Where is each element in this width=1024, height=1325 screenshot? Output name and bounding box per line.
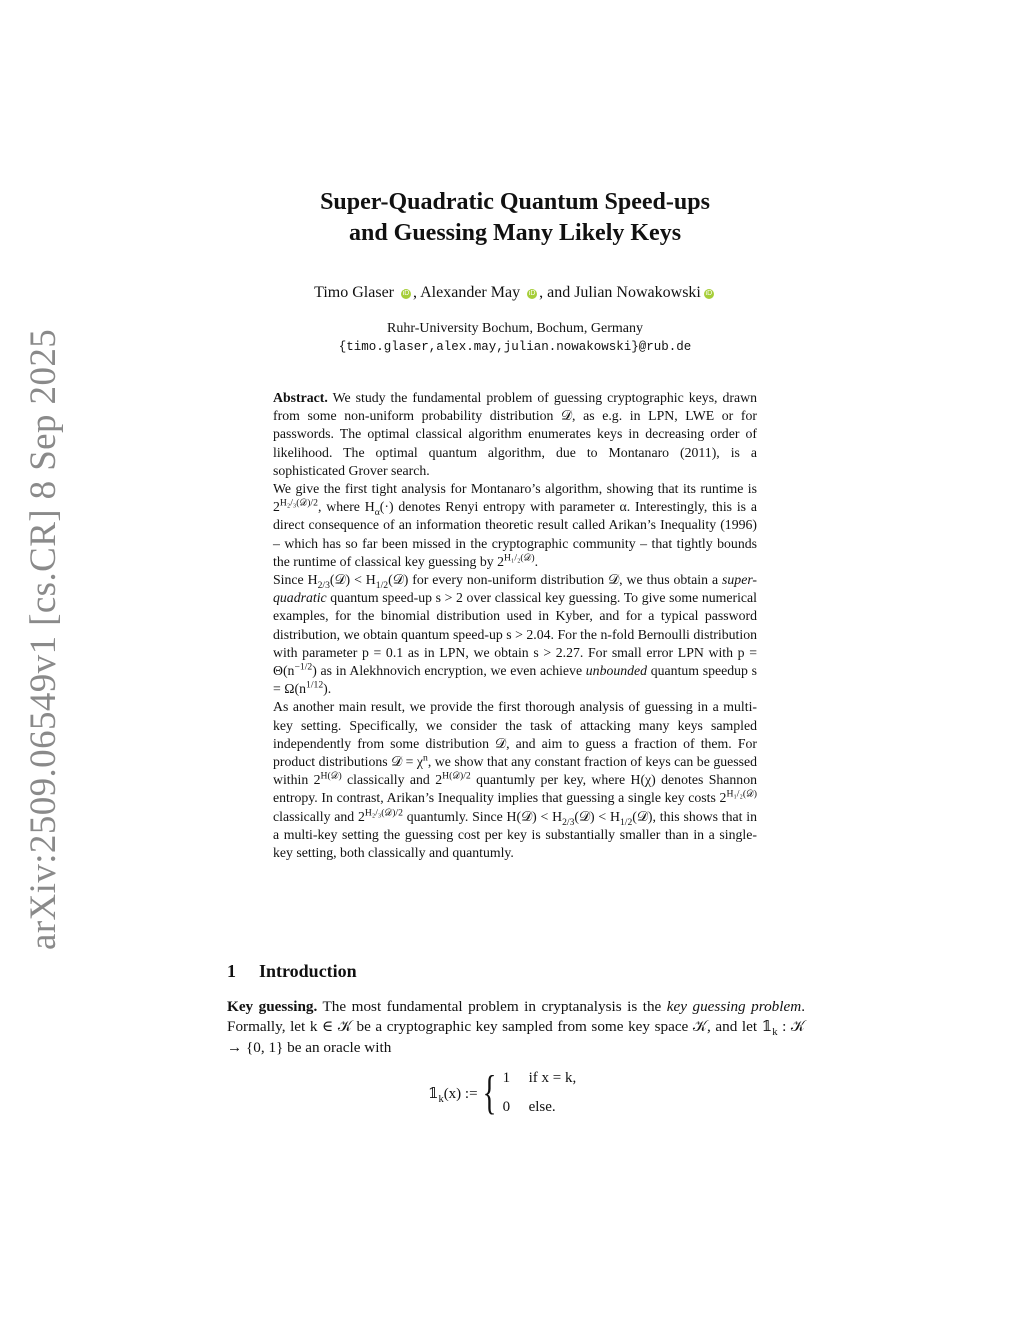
author-separator: , (413, 284, 417, 301)
abstract-text: We study the fundamental problem of guessing cryptographic keys, drawn from some non-uniform probability distribution 𝒟, as e.g. in LPN, LWE or for passwords. The optimal classical algorithm enumerates keys in decreasing order of likelihood. The optimal quantum algorithm, due to Montanaro (2011), is a sophisticated Grover search. (273, 390, 758, 478)
abstract-text: As another main result, we provide the first thorough analysis of guessing in a multi-key setting. Specifically, we consider the task of attacking many keys sampled independently from some distribution 𝒟, and aim to guess a fraction of them. For product distributions 𝒟 = χ (273, 699, 757, 770)
body-text: . Formally, let k ∈ 𝒦 be a cryptographic key sampled from some key space 𝒦, and let 𝟙 (227, 998, 806, 1036)
math-superscript: H₂/₃(𝒟)/2 (364, 807, 403, 819)
abstract-text: quantum speedup s = Ω(n (273, 663, 757, 697)
affiliation-block (230, 319, 800, 357)
abstract-text: ). (323, 681, 332, 697)
abstract-text: (𝒟), this shows that in a multi-key setting the guessing cost per key is substantially smaller than in a single-key setting, both classically and quantumly. (273, 808, 757, 861)
section-number: 1 (227, 961, 236, 981)
body-text: The most fundamental problem in cryptanalysis is the (317, 998, 667, 1015)
math-superscript: 1/12 (305, 679, 324, 691)
abstract-text: classically and 2 (273, 808, 365, 824)
title-line-2: and Guessing Many Likely Keys (348, 220, 682, 246)
abstract-text: Since H (273, 572, 318, 588)
paragraph-label: Key guessing. (227, 998, 318, 1015)
abstract-paragraph (273, 480, 757, 571)
math-superscript: H(𝒟)/2 (442, 770, 471, 782)
math-subscript: 2/3 (562, 816, 575, 828)
abstract-text: quantum speed-up s > 2 over classical key guessing. To give some numerical examples, for the binomial distribution used in Kyber, and for a typical password distribution, we obtain quantum speed-up s > 2.04. For the n-fold Bernoulli distribution with parameter p = 0.1 as in LPN, we obtain s > 2.27. For small error LPN with p = Θ(n (273, 590, 757, 679)
abstract-text: We give the first tight analysis for Montanaro’s algorithm, showing that its runtime is 2 (273, 481, 757, 515)
cases-brace: { (482, 1066, 496, 1119)
abstract-text: (·) denotes Renyi entropy with parameter α. Interestingly, this is a direct consequence of an information theoretic result called Arikan’s Inequality (1996) – which has so far been missed in the cryptographic community – that tightly bounds the runtime of classical key guessing by 2 (273, 499, 758, 569)
math-superscript: n (423, 752, 428, 764)
orcid-icon[interactable]: iD (705, 290, 713, 297)
math-subscript: 1/2 (375, 579, 389, 591)
emphasis: unbounded (585, 663, 648, 679)
math-subscript: 1/2 (619, 816, 633, 828)
math-superscript: H₁/₂(𝒟) (504, 552, 535, 564)
equation-lhs-rest: (x) := (443, 1085, 478, 1102)
case-value: 1 (502, 1070, 511, 1086)
orcid-icon[interactable]: iD (402, 290, 410, 297)
math-subscript: k (772, 1027, 778, 1039)
arxiv-identifier: arXiv:2509.06549v1 [cs.CR] 8 Sep 2025 (23, 328, 64, 950)
math-subscript: α (374, 506, 380, 518)
abstract-text: classically and 2 (341, 772, 443, 788)
abstract (273, 389, 757, 862)
case-value: 0 (502, 1099, 511, 1115)
abstract-text: . (534, 553, 539, 569)
abstract-text: ) as in Alekhnovich encryption, we even achieve (312, 663, 586, 679)
math-subscript: 2/3 (317, 579, 330, 591)
section-heading (227, 959, 357, 983)
abstract-paragraph (273, 389, 757, 480)
author-list (230, 283, 800, 303)
math-subscript: k (438, 1093, 444, 1105)
author-name: Alexander May (420, 284, 521, 301)
equation-cases (503, 1070, 577, 1116)
abstract-text: (𝒟) < H (574, 808, 620, 824)
abstract-label: Abstract. (273, 390, 328, 405)
display-equation (428, 1068, 576, 1118)
abstract-paragraph (273, 571, 757, 698)
body-paragraph (227, 997, 805, 1058)
paper-title (230, 187, 800, 249)
abstract-text: , where H (317, 499, 375, 515)
math-superscript: H(𝒟) (320, 770, 342, 782)
section-title: Introduction (259, 961, 357, 981)
math-superscript: H₂/₃(𝒟)/2 (279, 497, 318, 509)
abstract-text: , we show that any constant fraction of keys can be guessed within 2 (273, 754, 757, 788)
case-row (503, 1099, 577, 1116)
case-condition: if x = k, (528, 1070, 577, 1086)
author-name: Julian Nowakowski (574, 284, 701, 301)
case-row (503, 1070, 577, 1087)
author-separator: , and (539, 284, 571, 301)
title-line-1: Super-Quadratic Quantum Speed-ups (320, 189, 710, 215)
case-condition: else. (528, 1099, 556, 1115)
emphasis: key guessing problem (666, 998, 802, 1015)
math-superscript: H₁/₂(𝒟) (726, 788, 757, 800)
abstract-paragraph (273, 698, 757, 862)
affiliation: Ruhr-University Bochum, Bochum, Germany (387, 321, 643, 336)
math-superscript: −1/2 (294, 661, 313, 673)
body-text: : 𝒦 → {0, 1} be an oracle with (227, 1018, 805, 1056)
abstract-text: quantumly. Since H(𝒟) < H (402, 808, 563, 824)
author-name: Timo Glaser (314, 284, 394, 301)
equation-lhs (428, 1084, 478, 1103)
abstract-text: quantumly per key, where H(χ) denotes Shannon entropy. In contrast, Arikan’s Inequality implies that guessing a single key costs 2 (273, 772, 757, 806)
orcid-icon[interactable]: iD (528, 290, 536, 297)
author-email[interactable]: {timo.glaser,alex.may,julian.nowakowski}@rub.de (338, 340, 692, 354)
indicator-symbol: 𝟙 (428, 1085, 439, 1102)
abstract-text: (𝒟) for every non-uniform distribution 𝒟, we thus obtain a (388, 572, 723, 588)
emphasis: super-quadratic (273, 572, 758, 606)
abstract-text: (𝒟) < H (329, 572, 376, 588)
